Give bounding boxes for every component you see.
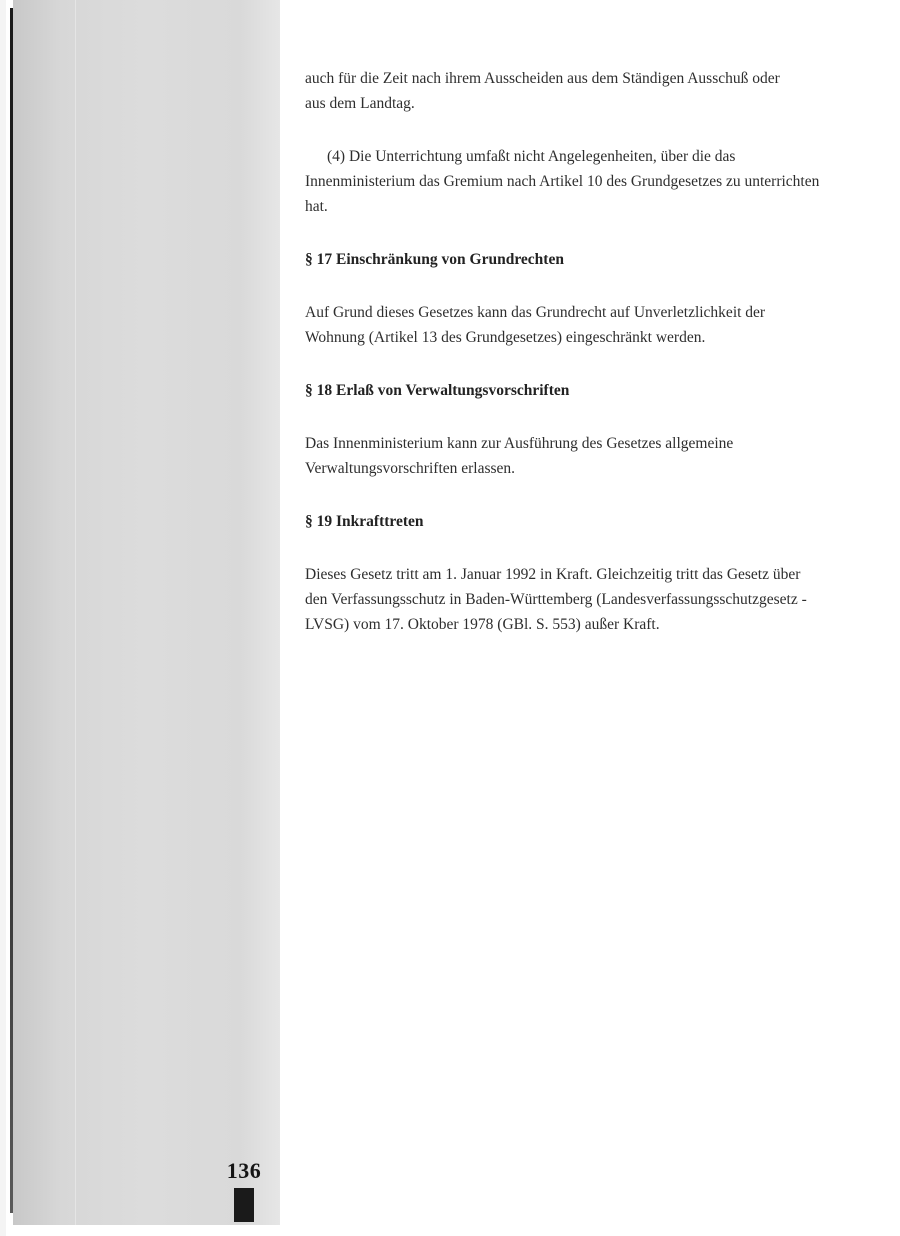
scan-edge [0,0,6,1236]
page-number: 136 [226,1158,262,1183]
page-content [305,66,825,637]
sidebar-divider [75,0,76,1225]
paragraph-continuation: auch für die Zeit nach ihrem Ausscheiden aus dem Ständigen Ausschuß oder aus dem Landtag. [305,70,780,112]
paragraph-subsection-4: (4) Die Unterrichtung umfaßt nicht Angelegenheiten, über die das Innenministerium das Gremium nach Artikel 10 des Grundgesetzes zu unterrichten hat. [305,148,820,215]
section-heading-19: § 19 Inkrafttreten [305,513,424,530]
section-text-19: Dieses Gesetz tritt am 1. Januar 1992 in Kraft. Gleichzeitig tritt das Gesetz über den Verfassungsschutz in Baden-Württemberg (Landesverfassungsschutzgesetz - LVSG) vom 17. Oktober 1978 (GBl. S. 553) außer Kraft. [305,566,807,633]
page-marker-block [234,1188,254,1222]
section-heading-18: § 18 Erlaß von Verwaltungsvorschriften [305,382,570,399]
section-text-18: Das Innenministerium kann zur Ausführung des Gesetzes allgemeine Verwaltungsvorschriften erlassen. [305,435,734,477]
section-heading-17: § 17 Einschränkung von Grundrechten [305,251,564,268]
section-text-17: Auf Grund dieses Gesetzes kann das Grundrecht auf Unverletzlichkeit der Wohnung (Artikel 13 des Grundgesetzes) eingeschränkt werden. [305,304,766,346]
margin-sidebar [13,0,280,1225]
